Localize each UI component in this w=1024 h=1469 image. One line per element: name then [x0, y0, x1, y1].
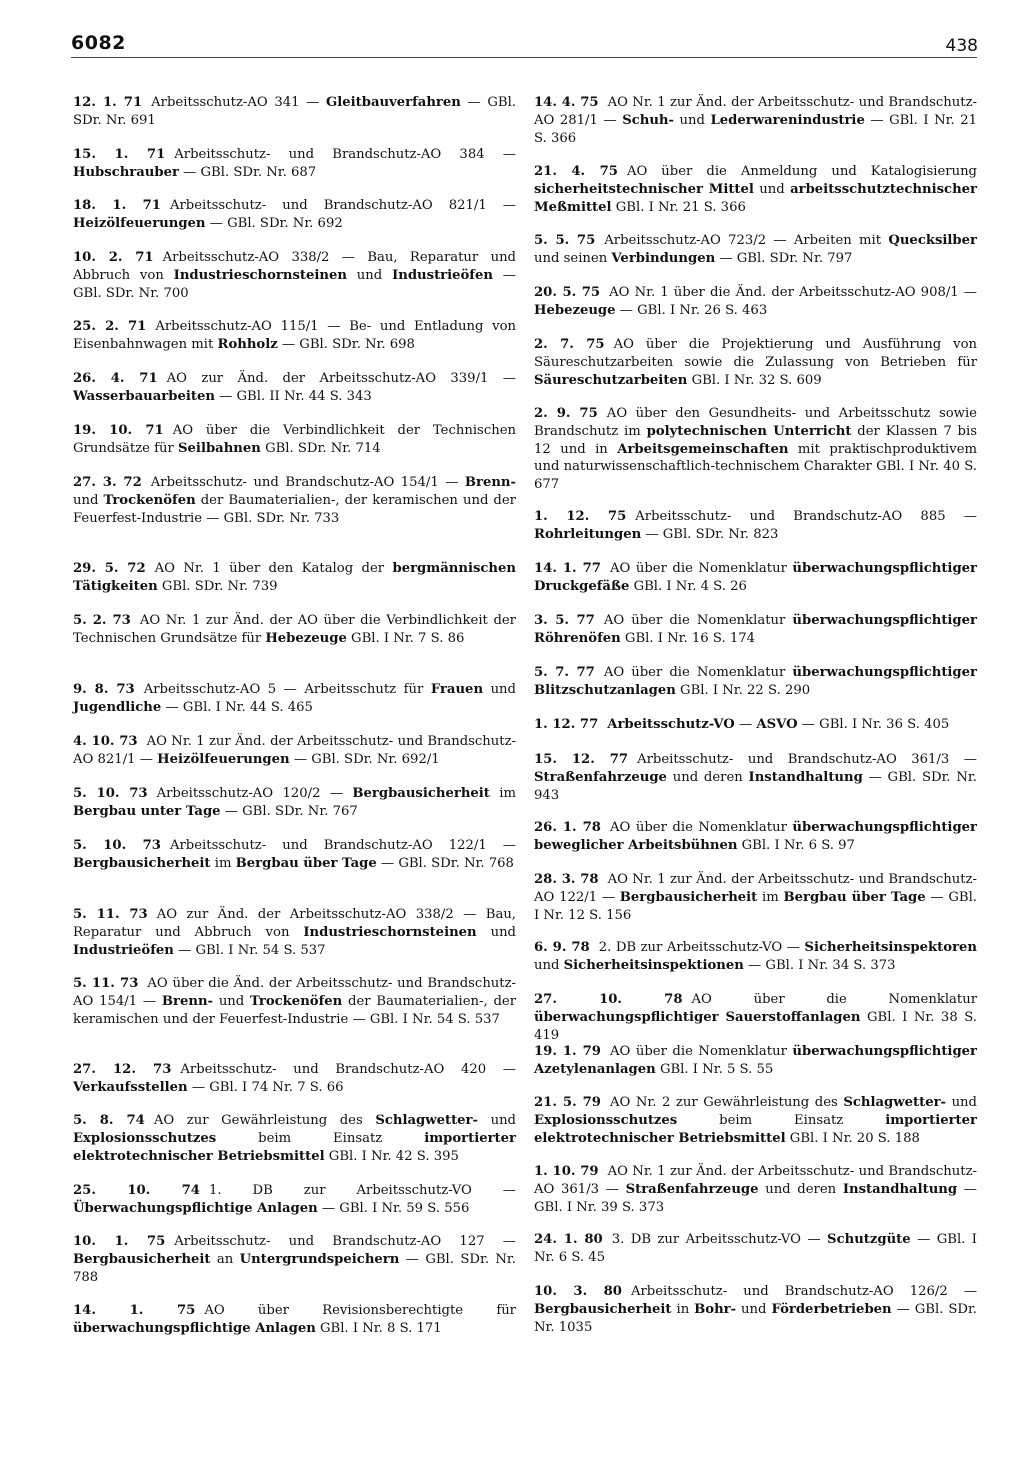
entry-text: beim Einsatz	[216, 1130, 425, 1146]
register-entry	[534, 664, 977, 700]
entry-text: — GBl. SDr. Nr. 1035	[534, 1301, 977, 1335]
register-entry	[534, 939, 977, 975]
entry-text: AO Nr. 1 zur Änd. der Arbeitsschutz- und Brandschutz-AO 281/1 —	[534, 95, 978, 128]
entry-keyword: Sicherheitsinspektoren	[804, 940, 977, 955]
entry-date: 27. 12. 73	[73, 1062, 172, 1077]
entry-keyword: Jugendliche	[73, 699, 162, 715]
entry-text: 3. DB zur Arbeitsschutz-VO —	[611, 1232, 828, 1247]
register-entry	[73, 94, 516, 130]
entry-keyword: überwachungspflichtiger Sauerstoffanlagen	[534, 1009, 861, 1025]
register-entry	[534, 1231, 977, 1267]
entry-text: — GBl. SDr. Nr. 692	[205, 215, 343, 231]
entry-text: mit praktischproduktivem und naturwissenschaftlich-technischem Charakter GBl. I Nr. 40 S. 677	[534, 441, 978, 493]
entry-text: — GBl. SDr. Nr. 943	[534, 769, 977, 803]
entry-text: AO zur Gewährleistung des	[153, 1113, 376, 1128]
entry-keyword: Industrieöfen	[73, 942, 174, 958]
entry-text: AO Nr. 1 zur Änd. der AO über die Verbindlichkeit der Technischen Grundsätze für	[73, 613, 516, 646]
entry-date: 1. 12. 77	[534, 717, 599, 732]
register-entry	[73, 681, 516, 717]
entry-keyword: Hebezeuge	[265, 630, 347, 646]
entry-text: — GBl. SDr. Nr. 692/1	[289, 751, 440, 767]
entry-text: AO über die Änd. der Arbeitsschutz- und Brandschutz-AO 154/1 —	[73, 976, 517, 1009]
entry-date: 10. 1. 75	[73, 1234, 166, 1249]
register-entry	[534, 232, 977, 268]
entry-date: 5. 5. 75	[534, 233, 596, 248]
entry-text: AO über den Gesundheits- und Arbeitsschutz sowie Brandschutz im	[534, 406, 977, 439]
entry-text: im	[210, 855, 236, 871]
entry-keyword: Wasserbauarbeiten	[73, 388, 215, 404]
entry-text: — GBl. I Nr. 21 S. 366	[534, 112, 977, 146]
register-entry	[73, 318, 516, 354]
entry-date: 25. 2. 71	[73, 319, 147, 334]
register-entry	[534, 1043, 977, 1079]
register-entry	[73, 474, 516, 527]
entry-date: 10. 2. 71	[73, 250, 154, 265]
entry-text: GBl. I Nr. 22 S. 290	[675, 682, 811, 698]
entry-date: 10. 3. 80	[534, 1284, 622, 1299]
entry-keyword: Bergbausicherheit	[352, 786, 490, 801]
entry-text: — GBl. I Nr. 59 S. 556	[317, 1200, 470, 1216]
register-entry	[73, 975, 516, 1028]
entry-text: — GBl. SDr. Nr. 823	[641, 526, 779, 542]
entry-date: 21. 5. 79	[534, 1095, 601, 1110]
entry-text: — GBl. I Nr. 54 S. 537	[173, 942, 326, 958]
entry-date: 9. 8. 73	[73, 682, 135, 697]
entry-date: 18. 1. 71	[73, 198, 161, 213]
entry-keyword: Explosionsschutzes	[73, 1130, 217, 1146]
entry-text: AO über die Nomenklatur	[609, 820, 793, 835]
entry-text: Arbeitsschutz- und Brandschutz-AO 420 —	[180, 1062, 516, 1077]
entry-keyword: Explosionsschutzes	[534, 1112, 678, 1128]
entry-date: 5. 10. 73	[73, 786, 148, 801]
entry-text: GBl. I Nr. 42 S. 395	[324, 1148, 459, 1164]
register-entry	[534, 560, 977, 596]
entry-keyword: Arbeitsgemeinschaften	[617, 441, 789, 457]
entry-keyword: Bergbausicherheit	[73, 1251, 211, 1267]
entry-text: — GBl. SDr. Nr. 788	[73, 1251, 516, 1285]
entry-text: — GBl. SDr. Nr. 691	[73, 95, 516, 128]
entry-text: GBl. I Nr. 7 S. 86	[346, 630, 465, 646]
register-entry	[73, 906, 516, 959]
register-entry	[73, 612, 516, 648]
entry-text: an	[210, 1251, 240, 1267]
entry-text: Arbeitsschutz- und Brandschutz-AO 384 —	[174, 147, 516, 162]
entry-keyword: Bohr-	[694, 1301, 737, 1317]
entry-date: 14. 4. 75	[534, 95, 599, 110]
register-entry	[534, 163, 977, 216]
register-entry	[534, 1283, 977, 1336]
entry-keyword: Förderbetrieben	[771, 1301, 892, 1317]
entry-text: GBl. I Nr. 4 S. 26	[629, 578, 747, 594]
entry-date: 15. 1. 71	[73, 147, 166, 162]
entry-keyword: Heizölfeuerungen	[157, 751, 290, 767]
entry-text: AO Nr. 1 über die Änd. der Arbeitsschutz-AO 908/1 —	[609, 285, 977, 300]
entry-text: und	[483, 682, 516, 697]
entry-keyword: Lederwarenindustrie	[710, 112, 865, 128]
entry-text: GBl. I Nr. 5 S. 55	[655, 1061, 774, 1077]
entry-text: und	[673, 112, 711, 128]
entry-date: 5. 7. 77	[534, 665, 595, 680]
entry-date: 15. 12. 77	[534, 752, 629, 767]
register-entry	[534, 284, 977, 320]
entry-text: Arbeitsschutz-AO 341 —	[151, 95, 326, 110]
entry-text: Arbeitsschutz- und Brandschutz-AO 361/3 —	[637, 752, 977, 767]
entry-keyword: Säureschutzarbeiten	[534, 372, 688, 388]
entry-text: AO über die Nomenklatur	[609, 561, 793, 576]
entry-text: — GBl. I 74 Nr. 7 S. 66	[187, 1079, 344, 1095]
entry-text: der Baumaterialien-, der keramischen und der Feuerfest-Industrie — GBl. SDr. Nr. 733	[73, 492, 516, 526]
entry-text: 1. DB zur Arbeitsschutz-VO —	[208, 1183, 516, 1198]
entry-text: — GBl. SDr. Nr. 797	[715, 250, 853, 266]
entry-text: der Baumaterialien-, der keramischen und der Feuerfest-Industrie — GBl. I Nr. 54 S. 537	[73, 993, 516, 1027]
entry-date: 5. 11. 73	[73, 976, 139, 991]
entry-keyword: Sicherheitsinspektionen	[563, 957, 744, 973]
entry-keyword: Bergbausicherheit	[534, 1301, 672, 1317]
entry-keyword: überwachungspflichtiger Azetylenanlagen	[534, 1044, 978, 1077]
entry-keyword: bergmännischen Tätigkeiten	[73, 561, 516, 594]
entry-text: Arbeitsschutz- und Brandschutz-AO 127 —	[174, 1234, 516, 1249]
entry-date: 26. 4. 71	[73, 371, 158, 386]
register-entry	[534, 508, 977, 544]
entry-keyword: Instandhaltung	[748, 769, 863, 785]
entry-keyword: importierter elektrotechnischer Betriebsmittel	[534, 1112, 977, 1146]
entry-text: Arbeitsschutz- und Brandschutz-AO 122/1 —	[169, 838, 517, 853]
entry-keyword: Straßenfahrzeuge	[534, 769, 667, 785]
entry-date: 26. 1. 78	[534, 820, 601, 835]
entry-keyword: ASVO	[756, 717, 798, 732]
entry-text: und	[477, 1113, 516, 1128]
entry-keyword: importierter elektrotechnischer Betriebsmittel	[73, 1130, 516, 1164]
entry-keyword: Industrieöfen	[392, 267, 493, 283]
entry-text: und	[73, 492, 104, 508]
entry-text: GBl. I Nr. 6 S. 97	[737, 837, 855, 853]
entry-keyword: Bergbau über Tage	[235, 855, 377, 871]
entry-text: — GBl. I Nr. 12 S. 156	[534, 889, 977, 923]
header-rule	[71, 57, 977, 58]
entry-keyword: Schlagwetter-	[843, 1095, 947, 1110]
entry-text: GBl. I Nr. 20 S. 188	[785, 1130, 920, 1146]
entry-text: Arbeitsschutz-AO 338/2 — Bau, Reparatur und Abbruch von	[73, 250, 516, 283]
register-entry	[534, 751, 977, 804]
entry-keyword: sicherheitstechnischer Mittel	[534, 181, 754, 197]
entry-date: 20. 5. 75	[534, 285, 601, 300]
entry-date: 5. 11. 73	[73, 907, 148, 922]
entry-date: 12. 1. 71	[73, 95, 143, 110]
entry-text: in	[671, 1301, 695, 1317]
entry-keyword: überwachungspflichtiger Druckgefäße	[534, 561, 978, 594]
entry-keyword: Trockenöfen	[250, 993, 343, 1009]
entry-keyword: Straßenfahrzeuge	[625, 1181, 759, 1197]
entry-keyword: Seilbahnen	[178, 440, 261, 456]
entry-text: GBl. I Nr. 32 S. 609	[687, 372, 822, 388]
entry-text: und deren	[758, 1181, 843, 1197]
entry-date: 29. 5. 72	[73, 561, 146, 576]
register-entry	[534, 871, 977, 924]
entry-text: im	[489, 786, 516, 801]
register-entry	[73, 1302, 516, 1338]
register-entry	[73, 370, 516, 406]
entry-date: 6. 9. 78	[534, 940, 590, 955]
register-entry	[73, 733, 516, 769]
register-entry	[534, 1094, 977, 1147]
entry-text: und	[753, 181, 791, 197]
entry-date: 19. 1. 79	[534, 1044, 601, 1059]
entry-keyword: Trockenöfen	[103, 492, 196, 508]
entry-keyword: überwachungspflichtige Anlagen	[73, 1320, 316, 1336]
entry-date: 2. 7. 75	[534, 337, 605, 352]
entry-text: AO Nr. 2 zur Gewährleistung des	[609, 1095, 844, 1110]
entry-keyword: überwachungspflichtiger beweglicher Arbeitsbühnen	[534, 820, 978, 853]
entry-keyword: Arbeitsschutz-VO	[607, 717, 735, 732]
entry-text: — GBl. I Nr. 39 S. 373	[534, 1181, 977, 1215]
entry-text: und	[946, 1095, 977, 1110]
entry-text: AO Nr. 1 über den Katalog der	[154, 561, 393, 576]
entry-keyword: Bergbausicherheit	[619, 889, 758, 905]
entry-keyword: Untergrundspeichern	[239, 1251, 400, 1267]
entry-date: 5. 8. 74	[73, 1113, 145, 1128]
register-entry	[534, 612, 977, 648]
entry-keyword: Rohrleitungen	[534, 526, 642, 542]
entry-date: 2. 9. 75	[534, 406, 598, 421]
register-entry	[73, 837, 516, 873]
register-entry	[73, 1112, 516, 1165]
entry-text: — GBl. I Nr. 26 S. 463	[615, 302, 768, 318]
page-number-right: 438	[945, 36, 978, 56]
register-entry	[534, 405, 977, 494]
entry-keyword: Bergbau unter Tage	[73, 803, 221, 819]
entry-keyword: Hubschrauber	[73, 164, 179, 180]
register-entry	[534, 716, 977, 734]
register-entry	[73, 1182, 516, 1218]
entry-text: beim Einsatz	[677, 1112, 886, 1128]
entry-keyword: polytechnischen Unterricht	[646, 423, 852, 439]
entry-text: — GBl. I Nr. 6 S. 45	[534, 1232, 977, 1265]
entry-keyword: Gleitbauverfahren	[326, 95, 461, 110]
register-entry	[73, 146, 516, 182]
entry-keyword: Frauen	[430, 682, 484, 697]
entry-text: und	[213, 993, 251, 1009]
entry-text: AO über die Projektierung und Ausführung von Säureschutzarbeiten sowie die Zulassung von Betrieben für	[534, 337, 977, 370]
entry-keyword: Industrieschornsteinen	[173, 267, 347, 283]
entry-text: GBl. I Nr. 8 S. 171	[315, 1320, 442, 1336]
entry-text: Arbeitsschutz- und Brandschutz-AO 885 —	[635, 509, 977, 524]
entry-date: 1. 12. 75	[534, 509, 627, 524]
entry-keyword: Schuh-	[622, 112, 674, 128]
entry-text: GBl. I Nr. 21 S. 366	[611, 199, 746, 215]
entry-date: 1. 10. 79	[534, 1164, 599, 1179]
entry-date: 28. 3. 78	[534, 872, 599, 887]
entry-keyword: Quecksilber	[888, 233, 977, 248]
entry-date: 14. 1. 77	[534, 561, 601, 576]
entry-text: Arbeitsschutz- und Brandschutz-AO 154/1 —	[150, 475, 465, 490]
entry-text: der Klassen 7 bis 12 und in	[534, 423, 977, 457]
register-entry	[73, 422, 516, 458]
entry-text: — GBl. SDr. Nr. 700	[73, 267, 516, 301]
entry-text: und	[534, 957, 564, 973]
entry-text: AO über die Anmeldung und Katalogisierung	[626, 164, 978, 179]
entry-text: AO zur Änd. der Arbeitsschutz-AO 338/2 — Bau, Reparatur und Abbruch von	[73, 907, 517, 940]
entry-keyword: Industrieschornsteinen	[303, 924, 477, 940]
entry-text: — GBl. I Nr. 44 S. 465	[161, 699, 313, 715]
entry-text: AO Nr. 1 zur Änd. der Arbeitsschutz- und Brandschutz-AO 821/1 —	[73, 734, 517, 767]
entry-keyword: Bergbausicherheit	[73, 855, 211, 871]
entry-keyword: Schutzgüte	[827, 1232, 911, 1247]
entry-text: Arbeitsschutz-AO 723/2 — Arbeiten mit	[604, 233, 889, 248]
entry-date: 27. 10. 78	[534, 992, 683, 1007]
register-entry	[73, 1233, 516, 1286]
entry-text: GBl. I Nr. 16 S. 174	[620, 630, 756, 646]
entry-keyword: überwachungspflichtiger Blitzschutzanlagen	[534, 665, 977, 698]
entry-text: Arbeitsschutz-AO 115/1 — Be- und Entladung von Eisenbahnwagen mit	[73, 319, 517, 352]
entry-text: AO Nr. 1 zur Änd. der Arbeitsschutz- und Brandschutz-AO 122/1 —	[534, 872, 978, 905]
entry-text: Arbeitsschutz-AO 5 — Arbeitsschutz für	[143, 682, 431, 697]
entry-text: Arbeitsschutz-AO 120/2 —	[156, 786, 353, 801]
entry-text: GBl. SDr. Nr. 739	[157, 578, 278, 594]
register-entry	[73, 1061, 516, 1097]
entry-date: 4. 10. 73	[73, 734, 138, 749]
entry-text: AO über die Nomenklatur	[603, 665, 793, 680]
register-entry	[73, 197, 516, 233]
entry-text: — GBl. SDr. Nr. 767	[220, 803, 358, 819]
entry-text: — GBl. SDr. Nr. 698	[277, 336, 415, 352]
entry-text: — GBl. II Nr. 44 S. 343	[214, 388, 372, 404]
register-entry	[73, 560, 516, 596]
entry-keyword: Verbindungen	[611, 250, 716, 266]
entry-text: — GBl. I Nr. 36 S. 405	[797, 717, 950, 732]
entry-text: im	[757, 889, 784, 905]
page-number-left: 6082	[71, 32, 126, 54]
entry-keyword: arbeitsschutztechnischer Meßmittel	[534, 181, 977, 215]
entry-date: 5. 2. 73	[73, 613, 131, 628]
entry-date: 3. 5. 77	[534, 613, 595, 628]
entry-text: AO über Revisionsberechtigte für	[204, 1303, 516, 1318]
entry-text: AO über die Nomenklatur	[609, 1044, 793, 1059]
entry-text: und	[476, 924, 516, 940]
register-entry	[73, 785, 516, 821]
entry-text: und seinen	[534, 250, 612, 266]
entry-keyword: Brenn-	[464, 475, 516, 490]
entry-text: AO über die Nomenklatur	[691, 992, 978, 1007]
entry-keyword: Hebezeuge	[534, 302, 616, 318]
entry-keyword: Überwachungspflichtige Anlagen	[73, 1200, 318, 1216]
entry-text: und deren	[666, 769, 749, 785]
entry-text: — GBl. SDr. Nr. 687	[178, 164, 317, 180]
register-entry	[534, 991, 977, 1044]
entry-text: Arbeitsschutz- und Brandschutz-AO 821/1 —	[169, 198, 517, 213]
page-header	[0, 30, 1024, 60]
entry-text: und	[346, 267, 393, 283]
entry-keyword: Rohholz	[217, 336, 278, 352]
register-entry	[534, 94, 977, 147]
entry-keyword: Bergbau über Tage	[783, 889, 926, 905]
entry-text: AO zur Änd. der Arbeitsschutz-AO 339/1 —	[166, 371, 516, 386]
entry-text: GBl. SDr. Nr. 714	[260, 440, 381, 456]
entry-text: und	[736, 1301, 772, 1317]
entry-keyword: Verkaufsstellen	[73, 1079, 188, 1095]
entry-text: — GBl. SDr. Nr. 768	[376, 855, 514, 871]
register-entry	[534, 819, 977, 855]
entry-text: AO über die Nomenklatur	[603, 613, 793, 628]
entry-text: Arbeitsschutz- und Brandschutz-AO 126/2 —	[630, 1284, 978, 1299]
entry-date: 21. 4. 75	[534, 164, 618, 179]
entry-text: GBl. I Nr. 38 S. 419	[534, 1009, 977, 1043]
register-entry	[534, 336, 977, 389]
entry-keyword: überwachungspflichtiger Röhrenöfen	[534, 613, 977, 646]
entry-text: AO Nr. 1 zur Änd. der Arbeitsschutz- und Brandschutz-AO 361/3 —	[534, 1164, 978, 1197]
entry-keyword: Schlagwetter-	[375, 1113, 478, 1128]
entry-keyword: Brenn-	[161, 993, 214, 1009]
entry-keyword: Instandhaltung	[842, 1181, 958, 1197]
entry-date: 27. 3. 72	[73, 475, 142, 490]
entry-keyword: Heizölfeuerungen	[73, 215, 206, 231]
register-entry	[73, 249, 516, 302]
entry-date: 19. 10. 71	[73, 423, 164, 438]
entry-date: 5. 10. 73	[73, 838, 161, 853]
register-entry	[534, 1163, 977, 1216]
entry-date: 24. 1. 80	[534, 1232, 603, 1247]
entry-text: —	[734, 717, 757, 732]
entry-date: 14. 1. 75	[73, 1303, 196, 1318]
entry-text: — GBl. I Nr. 34 S. 373	[743, 957, 896, 973]
entry-date: 25. 10. 74	[73, 1183, 200, 1198]
entry-text: AO über die Verbindlichkeit der Technischen Grundsätze für	[73, 423, 516, 456]
entry-text: 2. DB zur Arbeitsschutz-VO —	[598, 940, 805, 955]
